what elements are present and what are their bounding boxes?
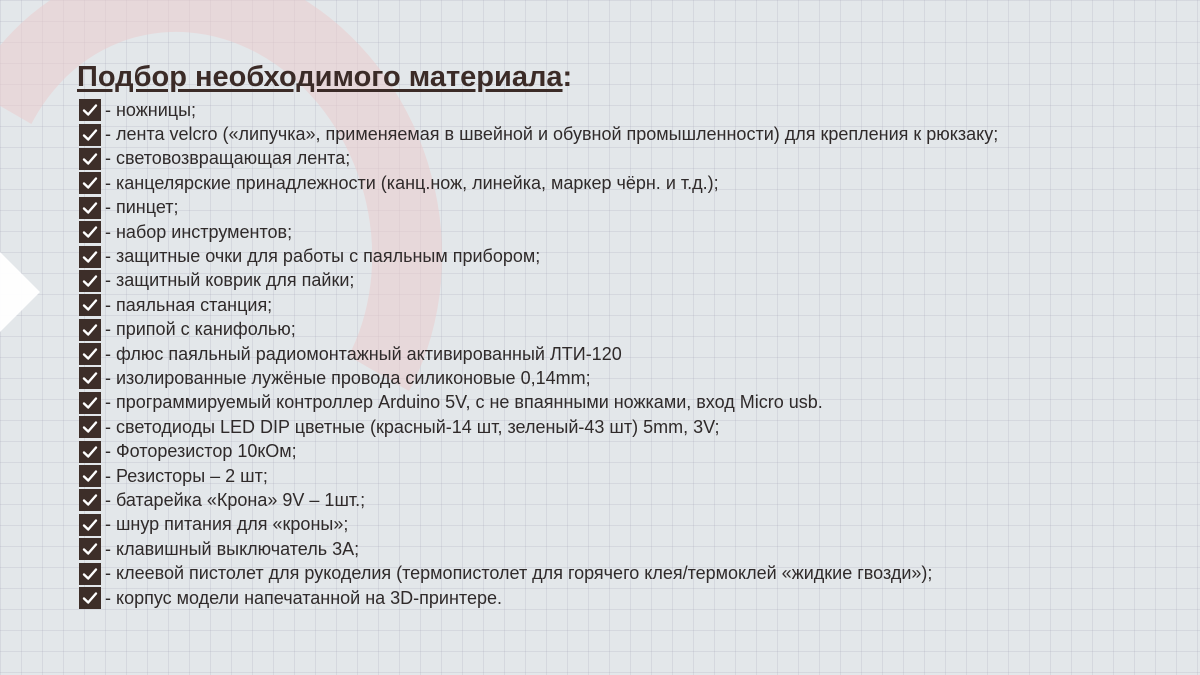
list-item	[79, 147, 998, 171]
list-item-text: - лента velcro («липучка», применяемая в швейной и обувной промышленности) для крепления к рюкзаку;	[105, 124, 999, 145]
slide-title-colon: :	[562, 61, 573, 93]
list-item-text: - защитные очки для работы с паяльным прибором;	[105, 246, 541, 267]
checkmark-icon	[79, 489, 101, 511]
list-item	[79, 98, 998, 122]
list-item	[79, 513, 998, 537]
list-item	[79, 269, 998, 293]
list-item-text: - световозвращающая лента;	[105, 148, 351, 169]
list-item-text: - флюс паяльный радиомонтажный активированный ЛТИ-120	[105, 343, 622, 364]
list-item	[79, 415, 998, 439]
slide-title	[77, 59, 572, 95]
list-item	[79, 293, 998, 317]
list-item	[79, 342, 998, 366]
checkmark-icon	[79, 319, 101, 341]
checkmark-icon	[79, 514, 101, 536]
checkmark-icon	[79, 587, 101, 609]
list-item	[79, 196, 998, 220]
list-item	[79, 439, 998, 463]
checkmark-icon	[79, 367, 101, 389]
list-item-text: - светодиоды LED DIP цветные (красный-14 шт, зеленый-43 шт) 5mm, 3V;	[105, 416, 720, 437]
checkmark-icon	[79, 465, 101, 487]
list-item	[79, 366, 998, 390]
checkmark-icon	[79, 148, 101, 170]
list-item	[79, 391, 998, 415]
list-item	[79, 244, 998, 268]
materials-list	[79, 98, 998, 610]
list-item-text: - изолированные лужёные провода силиконовые 0,14mm;	[105, 367, 591, 388]
list-item-text: - шнур питания для «кроны»;	[105, 514, 349, 535]
list-item-text: - ножницы;	[105, 99, 197, 120]
checkmark-icon	[79, 441, 101, 463]
list-item-text: - набор инструментов;	[105, 221, 293, 242]
list-item	[79, 586, 998, 610]
checkmark-icon	[79, 246, 101, 268]
list-item	[79, 220, 998, 244]
checkmark-icon	[79, 197, 101, 219]
checkmark-icon	[79, 392, 101, 414]
list-item-text: - программируемый контроллер Arduino 5V, с не впаянными ножками, вход Micro usb.	[105, 392, 823, 413]
list-item-text: - Резисторы – 2 шт;	[105, 465, 268, 486]
checkmark-icon	[79, 124, 101, 146]
list-item-text: - припой с канифолью;	[105, 319, 296, 340]
checkmark-icon	[79, 270, 101, 292]
list-item	[79, 488, 998, 512]
list-item-text: - канцелярские принадлежности (канц.нож, линейка, маркер чёрн. и т.д.);	[105, 172, 719, 193]
decorative-arrow-shape	[0, 252, 40, 332]
list-item	[79, 122, 998, 146]
list-item-text: - корпус модели напечатанной на 3D-принтере.	[105, 587, 502, 608]
list-item	[79, 561, 998, 585]
list-item-text: - защитный коврик для пайки;	[105, 270, 355, 291]
checkmark-icon	[79, 221, 101, 243]
checkmark-icon	[79, 343, 101, 365]
checkmark-icon	[79, 563, 101, 585]
list-item-text: - клеевой пистолет для рукоделия (термопистолет для горячего клея/термоклей «жидкие гвозди»);	[105, 563, 933, 584]
checkmark-icon	[79, 99, 101, 121]
checkmark-icon	[79, 172, 101, 194]
list-item-text: - паяльная станция;	[105, 294, 273, 315]
list-item-text: - пинцет;	[105, 197, 179, 218]
list-item	[79, 537, 998, 561]
list-item	[79, 464, 998, 488]
list-item	[79, 171, 998, 195]
list-item-text: - батарейка «Крона» 9V – 1шт.;	[105, 489, 366, 510]
checkmark-icon	[79, 294, 101, 316]
list-item-text: - клавишный выключатель 3А;	[105, 538, 360, 559]
checkmark-icon	[79, 416, 101, 438]
slide-title-text: Подбор необходимого материала	[77, 61, 563, 93]
list-item	[79, 318, 998, 342]
checkmark-icon	[79, 538, 101, 560]
list-item-text: - Фоторезистор 10кОм;	[105, 441, 297, 462]
